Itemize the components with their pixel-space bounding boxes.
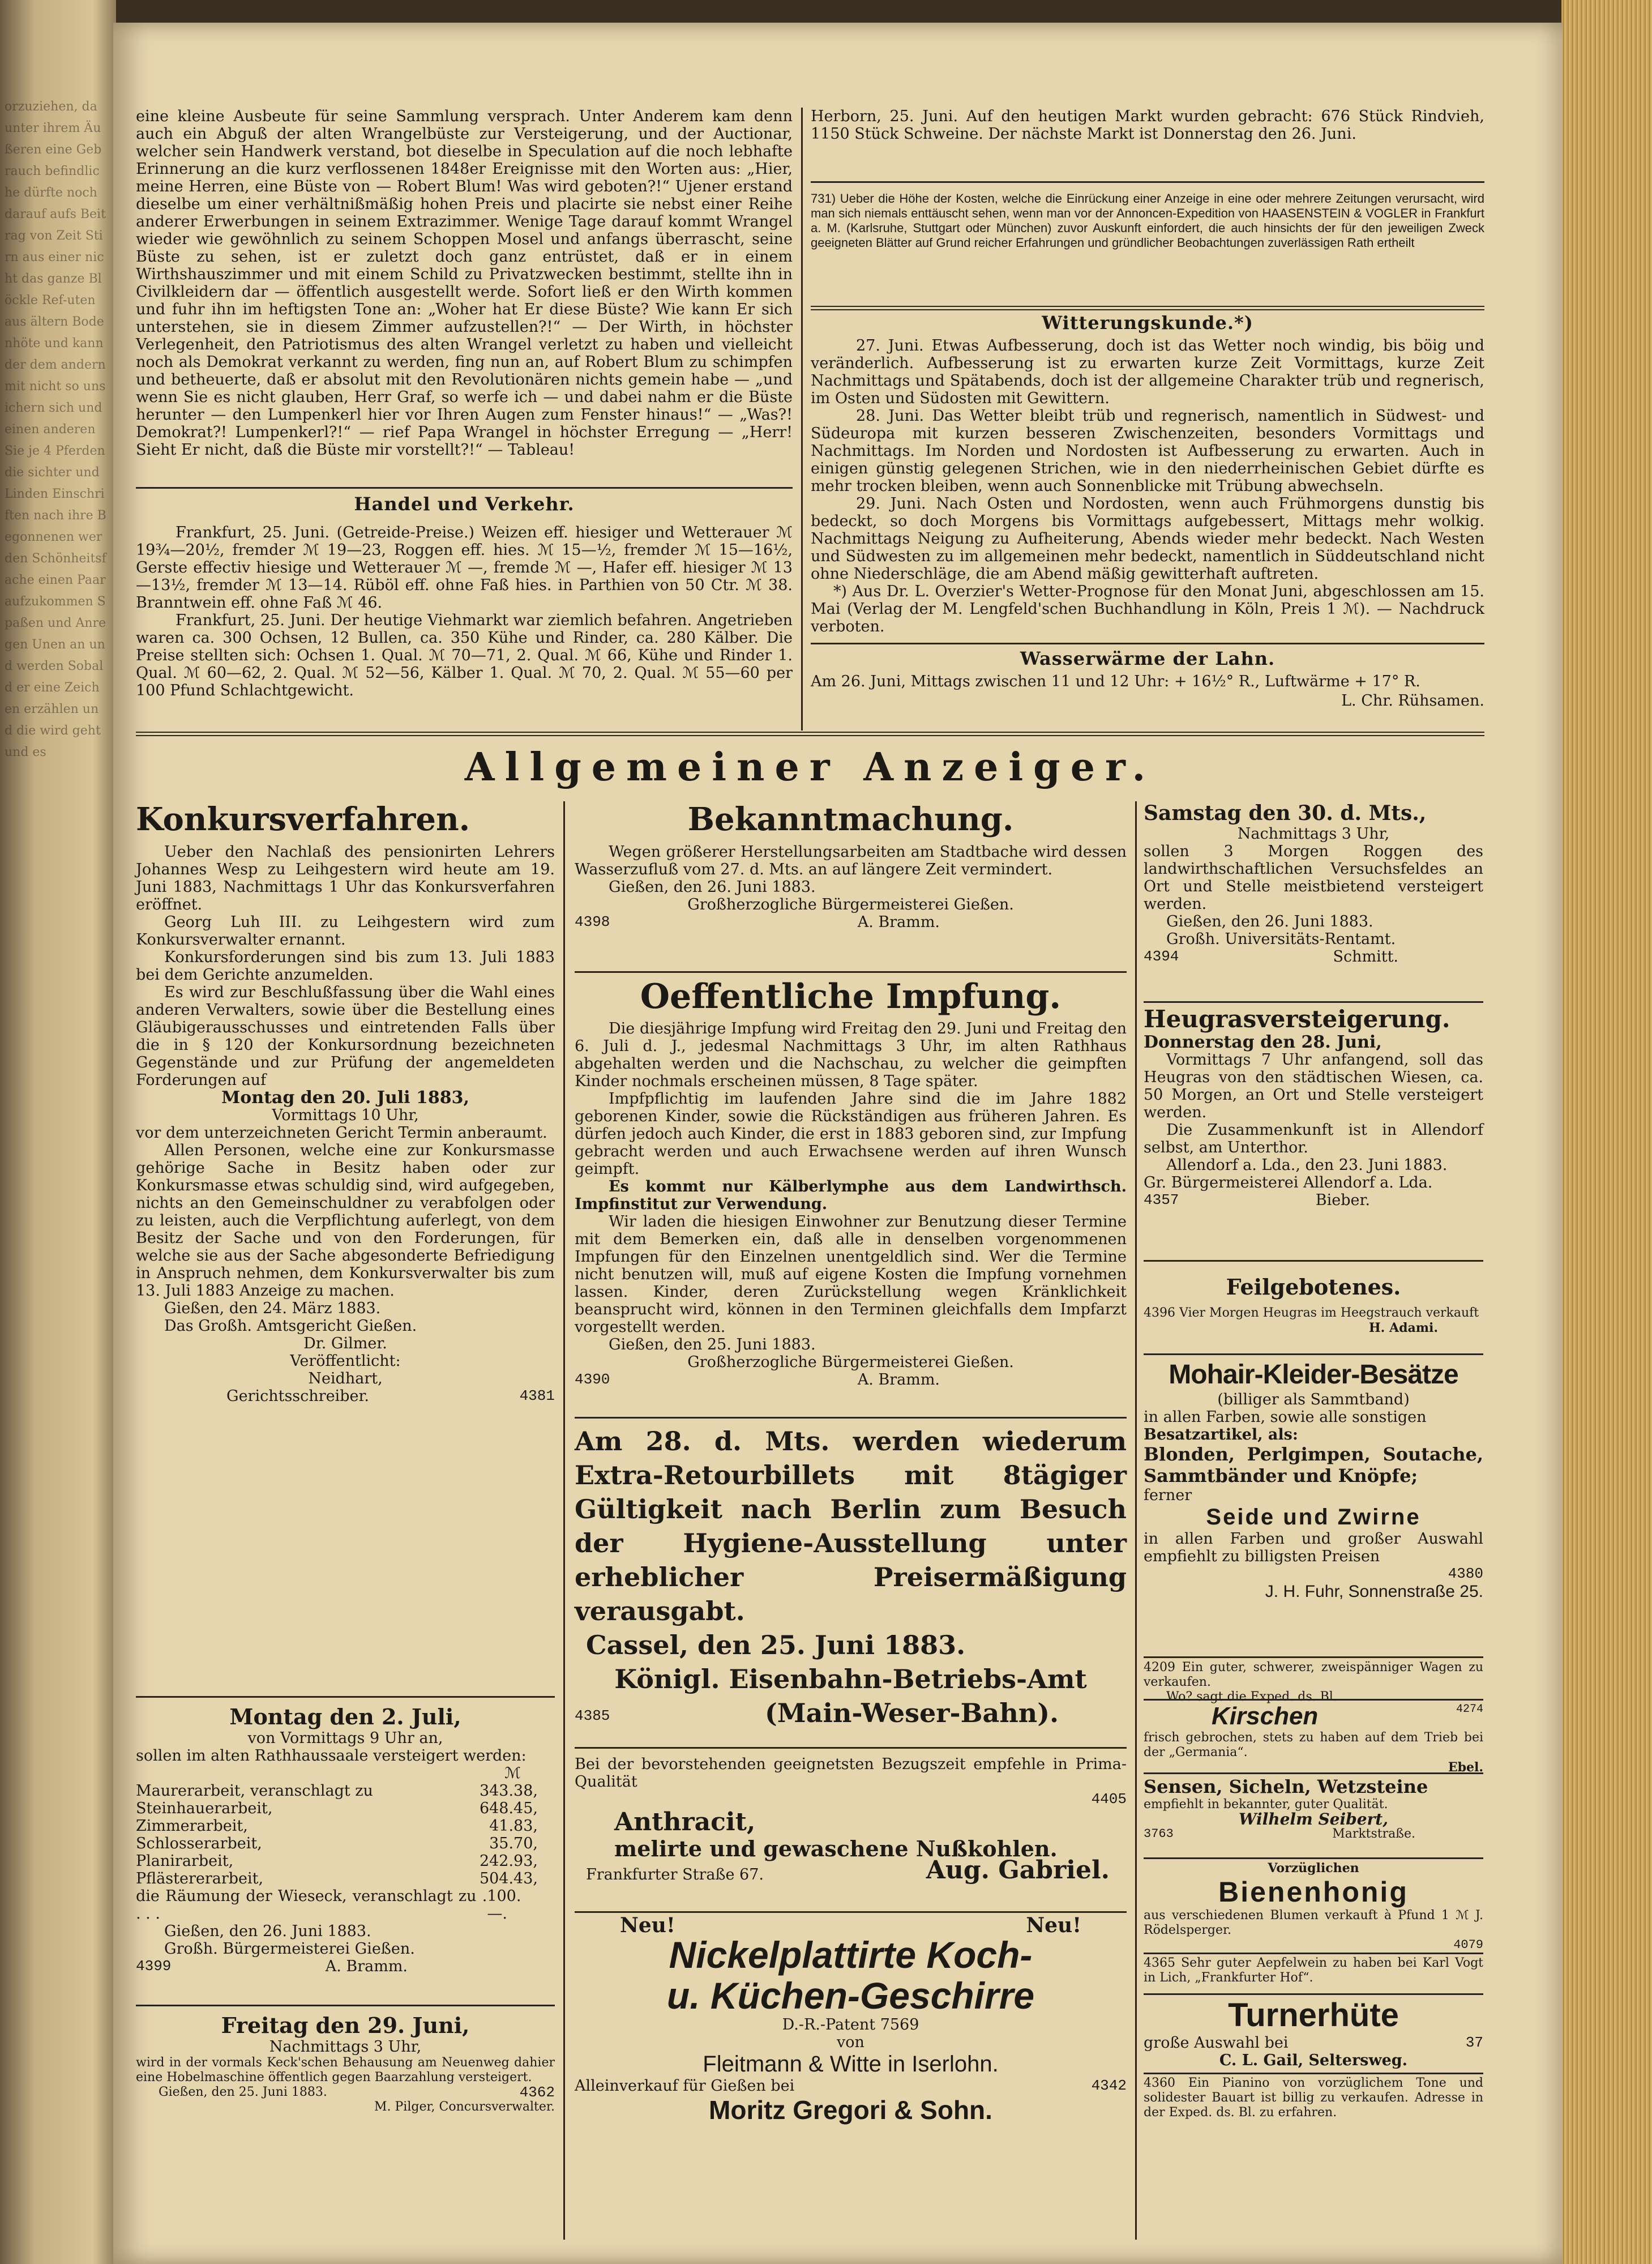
impf-place: Gießen, den 25. Juni 1883.	[609, 1336, 816, 1353]
forecast-28: 28. Juni. Das Wetter bleibt trüb und regnerisch, namentlich in Südwest- und Südeuropa mit kurzen besseren Zwischenzeiten, besonders Vormittags und Nachmittags. Im Norden und Nordosten ist Aufbesserung zu erwarten. Auch in einigen günstig gelegenen Strichen, wie in den niederrheinischen Gebiet dürfte es mehr trocken bleiben, wenn auch Sonnenblicke mit Trübung abwechseln.	[811, 407, 1484, 495]
col1	[136, 801, 555, 1405]
montag-number: 4399	[136, 1958, 172, 1975]
anzeiger-title: Allgemeiner Anzeiger.	[464, 745, 1156, 790]
turner-row	[1144, 2034, 1483, 2052]
montag-sub: von Vormittags 9 Uhr an,	[247, 1729, 443, 1747]
mohair-advert	[1144, 1359, 1483, 1600]
sens-title: Sensen, Sicheln, Wetzsteine	[1144, 1776, 1428, 1797]
impf-number: 4390	[575, 1371, 610, 1388]
mohair-shop: J. H. Fuhr, Sonnenstraße 25.	[1265, 1582, 1483, 1601]
rail-footer	[575, 1696, 1127, 1730]
coal-address: Frankfurter Straße 67.	[586, 1866, 764, 1883]
nickel-number: 4342	[1091, 2077, 1127, 2094]
grain-prices: Frankfurt, 25. Juni. (Getreide-Preise.) Weizen eff. hiesiger und Wetterauer ℳ 19¾—20½, fremder ℳ 19—23, Roggen eff. hies. ℳ 15—½, fremder ℳ 15—16½, Gerste effectiv hiesige und Wetterauer ℳ —, fremde ℳ —, Hafer eff. hiesiger ℳ 13—13½, fremder ℳ 13—14. Rüböl eff. ohne Faß hies. in Parthien von 50 Ctr. ℳ 38. Branntwein eff. ohne Faß ℳ 46.	[136, 524, 793, 612]
konkurs-court: Das Großh. Amtsgericht Gießen.	[164, 1317, 417, 1335]
mohair-title: Mohair-Kleider-Besätze	[1169, 1360, 1458, 1390]
montag-item-row	[136, 1800, 555, 1817]
konkurs-footer	[136, 1387, 555, 1405]
rule	[575, 1417, 1127, 1419]
sams-place: Gießen, den 26. Juni 1883.	[1166, 913, 1373, 930]
herborn-market: Herborn, 25. Juni. Auf den heutigen Markt wurden gebracht: 676 Stück Rindvieh, 1150 Stück Schweine. Der nächste Markt ist Donnerstag den 26. Juni.	[811, 108, 1484, 143]
montag-item-label: Schlosserarbeit,	[136, 1835, 262, 1852]
coal-nusskohlen: melirte und gewaschene Nußkohlen.	[614, 1836, 1058, 1861]
freitag-line	[136, 2085, 555, 2100]
nickel-von: von	[837, 2034, 864, 2051]
currency-mark: ℳ	[504, 1765, 521, 1782]
weather-forecast	[811, 337, 1484, 635]
impf-p2: Impfpflichtig im laufenden Jahre sind die im Jahre 1882 geborenen Kinder, sowie die Rückständigen aus früheren Jahren. Es dürfen jedoch auch Kinder, die erst in 1883 geboren sind, zur Impfung gebracht werden und auch Erwachsene werden auf ihren Wunsch geimpft.	[575, 1090, 1127, 1178]
page-stack-edge	[1561, 0, 1652, 2264]
impf-office: Großherzogliche Bürgermeisterei Gießen.	[687, 1353, 1014, 1371]
montag-item-label: Zimmerarbeit,	[136, 1817, 248, 1835]
rule	[1144, 1699, 1483, 1701]
rail-number: 4385	[575, 1707, 610, 1724]
column-divider	[1135, 801, 1137, 2240]
turner-shop: C. L. Gail, Seltersweg.	[1219, 2052, 1408, 2069]
heu-text: Vormittags 7 Uhr anfangend, soll das Heugras von den städtischen Wiesen, ca. 50 Morgen, an Ort und Stelle versteigert werden.	[1144, 1051, 1483, 1121]
mohair-line-2: Besatzartikel, als:	[1144, 1426, 1298, 1443]
mohair-line-3: Blonden, Perlgimpen, Soutache, Sammtbänder und Knöpfe;	[1144, 1443, 1483, 1486]
mohair-line-4: ferner	[1144, 1486, 1192, 1504]
nickel-line-2: u. Küchen-Geschirre	[666, 1975, 1035, 2017]
rail-text: Am 28. d. Mts. werden wiederum Extra-Retourbillets mit 8tägiger Gültigkeit nach Berlin zum Besuch der Hygiene-Ausstellung unter erheblicher Preisermäßigung verausgabt.	[575, 1426, 1127, 1626]
rule	[575, 1911, 1127, 1913]
montag-item-row	[136, 1835, 555, 1852]
heu-footer	[1144, 1191, 1483, 1209]
samstag-auction	[1144, 801, 1483, 966]
rail-place: Cassel, den 25. Juni 1883.	[586, 1630, 966, 1660]
heu-number: 4357	[1144, 1191, 1179, 1208]
wasser-title: Wasserwärme der Lahn.	[1020, 648, 1276, 669]
feil-text: 4396 Vier Morgen Heugras im Heegstrauch verkauft	[1144, 1306, 1479, 1320]
nickel-neu-right: Neu!	[1026, 1913, 1081, 1937]
heu-title: Heugrasversteigerung.	[1144, 1005, 1450, 1033]
honig-title: Bienenhonig	[1218, 1876, 1409, 1908]
rule	[1144, 1772, 1483, 1774]
witterung-title: Witterungskunde.*)	[1042, 312, 1253, 334]
freitag-number: 4362	[519, 2084, 555, 2101]
rule	[136, 2005, 555, 2006]
freitag-time: Nachmittags 3 Uhr,	[269, 2038, 422, 2056]
handel-title: Handel und Verkehr.	[354, 493, 575, 515]
sens-name: Wilhelm Seibert,	[1239, 1810, 1388, 1829]
rule	[1144, 1953, 1483, 1954]
mohair-line-5: Seide und Zwirne	[1206, 1505, 1421, 1530]
rule	[1144, 1001, 1483, 1003]
wrangel-anecdote	[136, 108, 793, 459]
nickel-shop: Moritz Gregori & Sohn.	[709, 2095, 992, 2125]
impfung	[575, 977, 1127, 1389]
handel-text	[136, 524, 793, 699]
rule	[136, 487, 793, 489]
montag-item-value: 648.45,	[479, 1800, 538, 1817]
montag-signature: A. Bramm.	[325, 1958, 408, 1975]
pianino-advert: 4360 Ein Pianino von vorzüglichem Tone und solidester Bauart ist billig zu verkaufen. Adresse in der Exped. ds. Bl. zu erfahren.	[1144, 2076, 1483, 2120]
mohair-line-6: in allen Farben und großer Auswahl empfiehlt zu billigsten Preisen	[1144, 1530, 1483, 1565]
column-divider	[801, 108, 803, 731]
left-page-fragments: orzuziehen, da unter ihrem Äußeren eine Gebrauch befindliche dürfte noch darauf aufs Beitrag von Zeit Stirn aus einer nicht das ganze Blöckle Ref-uten aus ältern Bodenhöte und kann der dem andern mit nicht so unsichern sich und einen anderen Sie je 4 Pferden die sichter und Linden Einschriften nach ihre Begonnenen werden Schönheitsfache einen Paar aufzukommen Spaßen und Anregen Unen an und werden Sobald er eine Zeichen erzählen und die wird geht und es	[5, 100, 110, 759]
sens-address: Marktstraße.	[1332, 1827, 1415, 1841]
rule	[1144, 2073, 1483, 2074]
wagen-text: 4209 Ein guter, schwerer, zweispänniger Wagen zu verkaufen.	[1144, 1660, 1483, 1689]
mohair-line-1: in allen Farben, sowie alle sonstigen	[1144, 1408, 1427, 1426]
turner-text: große Auswahl bei	[1144, 2034, 1289, 2052]
section-rule	[136, 732, 1484, 736]
feilgebotenes	[1144, 1274, 1483, 1335]
left-page-edge	[0, 0, 116, 2264]
mohair-sub: (billiger als Sammtband)	[1217, 1391, 1410, 1408]
heu-text-2: Die Zusammenkunft ist in Allendorf selbst, am Unterthor.	[1144, 1121, 1483, 1156]
turner-title: Turnerhüte	[1228, 1997, 1399, 2034]
sensen-advert	[1144, 1776, 1483, 1842]
heu-office: Gr. Bürgermeisterei Allendorf a. Lda.	[1144, 1174, 1433, 1191]
montag-item-value: 242.93,	[479, 1852, 538, 1870]
nickel-line-1: Nickelplattirte Koch-	[669, 1934, 1033, 1976]
railway-notice	[575, 1424, 1127, 1730]
rule	[136, 1696, 555, 1698]
impf-signature: A. Bramm.	[857, 1371, 940, 1389]
rule	[1144, 1353, 1483, 1355]
forecast-29: 29. Juni. Nach Osten und Nordosten, wenn auch Frühmorgens dunstig bis bedeckt, so doch Morgens bis Vormittags aufgebessert, Mittags mehr wolkig. Nachmittags Neigung zu Aufheiterung, Abends wieder mehr bedeckt. Nach Westen und Südwesten zu im allgemeinen mehr bedeckt, namentlich in Süddeutschland nicht ohne Niederschläge, die am Abend mäßig gewitterhaft auftreten.	[811, 495, 1484, 583]
rule	[811, 181, 1484, 183]
rail-office: Königl. Eisenbahn-Betriebs-Amt	[614, 1664, 1087, 1694]
honig-number: 4079	[1453, 1938, 1483, 1952]
sams-title: Samstag den 30. d. Mts.,	[1144, 801, 1427, 825]
konkurs-clerk: Neidhart,	[308, 1370, 383, 1387]
rule	[811, 643, 1484, 644]
konkurs-p2: Georg Luh III. zu Leihgestern wird zum Konkursverwalter ernannt.	[136, 913, 555, 949]
konkurs-p1: Ueber den Nachlaß des pensionirten Lehrers Johannes Wesp zu Leihgestern wird heute am 19. Juni 1883, Nachmittags 1 Uhr das Konkursverfahren eröffnet.	[136, 843, 555, 913]
impf-p3: Es kommt nur Kälberlymphe aus dem Landwirthsch. Impfinstitut zur Verwendung.	[575, 1178, 1127, 1213]
sens-text: empfiehlt in bekannter, guter Qualität.	[1144, 1797, 1388, 1812]
impf-footer	[575, 1371, 1127, 1389]
cattle-market: Frankfurt, 25. Juni. Der heutige Viehmarkt war ziemlich befahren. Angetrieben waren ca. 300 Ochsen, 12 Bullen, ca. 350 Kühe und Rinder, ca. 280 Kälber. Die Preise stellten sich: Ochsen 1. Qual. ℳ 70—71, 2. Qual. ℳ 66, Kühe und Rinder 1. Qual. ℳ 60—62, 2. Qual. ℳ 52—56, Kälber 1. Qual. ℳ 70, 2. Qual. ℳ 55—60 per 100 Pfund Schlachtgewicht.	[136, 612, 793, 699]
montag-item-value: 100.—.	[487, 1887, 521, 1923]
bek-signature: A. Bramm.	[857, 913, 940, 931]
montag-item-label: Pflästererarbeit,	[136, 1870, 264, 1887]
konkurs-title: Konkursverfahren.	[136, 801, 470, 838]
forecast-footnote: *) Aus Dr. L. Overzier's Wetter-Prognose für den Monat Juni, abgeschlossen am 15. Mai (Verlag der M. Lengfeld'schen Buchhandlung in Köln, Preis 1 ℳ). — Nachdruck verboten.	[811, 583, 1484, 635]
bek-title: Bekanntmachung.	[687, 801, 1014, 838]
kirsch-text: frisch gebrochen, stets zu haben auf dem Trieb bei der „Germania“.	[1144, 1731, 1483, 1759]
konkurs-p3: Konkursforderungen sind bis zum 13. Juli 1883 bei dem Gerichte anzumelden.	[136, 949, 555, 984]
honig-pre: Vorzüglichen	[1268, 1861, 1359, 1876]
sens-number: 3763	[1144, 1827, 1174, 1841]
konkurs-clerk-title: Gerichtsschreiber.	[226, 1387, 369, 1405]
kirsch-head	[1144, 1702, 1483, 1731]
sams-time: Nachmittags 3 Uhr,	[1237, 825, 1390, 843]
montag-item-value: 41.83,	[489, 1817, 538, 1835]
freitag-place: Gießen, den 25. Juni 1883.	[159, 2085, 327, 2099]
haasenstein-notice: 731) Ueber die Höhe der Kosten, welche die Einrückung einer Anzeige in eine oder mehrere Zeitungen verursacht, wird man sich niemals enttäuscht sehen, wenn man vor der Annoncen-Expedition von HAASENSTEIN & VOGLER in Frankfurt a. M. (Karlsruhe, Stuttgart oder München) zuvor Auskunft einfordert, die auch hinsichts der für den jeweiligen Zweck geeigneten Blätter auf Grund reicher Erfahrungen und gründlicher Beobachtungen zuverlässigen Rath ertheilt	[811, 191, 1484, 250]
konkurs-p6: Allen Personen, welche eine zur Konkursmasse gehörige Sache in Besitz haben oder zur Konkursmasse etwas schuldig sind, wird aufgegeben, nichts an den Gemeinschuldner zu verabfolgen oder zu leisten, auch die Verpflichtung auferlegt, von dem Besitz der Sache und von den Forderungen, für welche sie aus der Sache abgesonderte Befriedigung in Anspruch nehmen, dem Konkursverwalter bis zum 13. Juli 1883 Anzeige zu machen.	[136, 1142, 555, 1300]
konkurs-p5: vor dem unterzeichneten Gericht Termin anberaumt.	[136, 1124, 547, 1142]
montag-item-value: 504.43,	[479, 1870, 538, 1887]
kirsch-number: 4274	[1456, 1703, 1483, 1716]
konkurs-pub: Veröffentlicht:	[290, 1352, 401, 1370]
montag-item-label: Planirarbeit,	[136, 1852, 234, 1870]
montag-item-label: Steinhauerarbeit,	[136, 1800, 273, 1817]
sens-footer	[1144, 1827, 1483, 1842]
sams-office: Großh. Universitäts-Rentamt.	[1166, 930, 1396, 948]
coal-anthracit: Anthracit,	[614, 1808, 756, 1836]
rule	[811, 306, 1484, 310]
heu-place: Allendorf a. Lda., den 23. Juni 1883.	[1166, 1156, 1448, 1174]
konkurs-number: 4381	[519, 1387, 555, 1404]
coal-intro: Bei der bevorstehenden geeignetsten Bezugszeit empfehle in Prima-Qualität	[575, 1755, 1127, 1791]
montag-item-label: die Räumung der Wieseck, veranschlagt zu . . . .	[136, 1887, 487, 1923]
wagen-advert	[1144, 1660, 1483, 1705]
konkurs-place: Gießen, den 24. März 1883.	[164, 1300, 381, 1317]
kirsch-signature: Ebel.	[1448, 1760, 1483, 1775]
mohair-number: 4380	[1448, 1565, 1483, 1582]
article-text: eine kleine Ausbeute für seine Sammlung versprach. Unter Anderem kam denn auch ein Abguß der alten Wrangelbüste zur Versteigerung, und der Auctionar, welcher sein Handwerk verstand, bot dieselbe in Speculation auf die noch lebhafte Erinnerung an die kurz verflossenen 1848er Ereignisse mit den Worten aus: „Hier, meine Herren, eine Büste von — Robert Blum! Was wird geboten?!“ Ujener erstand dieselbe um einer verhältnißmäßig hohen Preis und placirte sie nebst einer Reihe anderer Erwerbungen in seinem Extrazimmer. Wenige Tage darauf kommt Wrangel wieder wie gewöhnlich zu seinem Schoppen Mosel und anfangs überrascht, seine Büste zu sehen, ist er zuletzt doch ganz entrüstet, daß er in einem Wirthshauszimmer und mit einem Schild zu Privatzwecken bestimmt, stellte ihn in Civilkleidern dar — öffentlich ausgestellt werde. Sofort ließ er den Wirth kommen und fuhr ihn im heftigsten Tone an: „Woher hat Er diese Büste? Wie kann Er sich unterstehen, sie in diesem Zimmer aufzustellen?!“ — Der Wirth, in höchster Verlegenheit, den Patriotismus des alten Wrangel verletzt zu haben und vielleicht noch als Demokrat verkannt zu werden, fing nun an, auf Robert Blum zu schimpfen und betheuerte, daß er absolut mit den Revolutionären nichts gemein habe — „und wenn Sie es nicht glauben, Herr Graf, so werfe ich — und dabei nahm er die Büste herunter — den Lumpenkerl hier vor Ihren Augen zum Fenster hinaus!“ — „Was?! Demokrat?! Lumpenkerl?!“ — rief Papa Wrangel in höchster Erregung — „Herr! Sieht Er nicht, daß die Büste mir vorstellt?!“ — Tableau!	[136, 108, 793, 459]
montag-item-value: 343.38,	[479, 1782, 538, 1800]
freitag-title: Freitag den 29. Juni,	[221, 2013, 470, 2038]
forecast-27: 27. Juni. Etwas Aufbesserung, doch ist das Wetter noch windig, bis böig und veränderlich. Aufbesserung ist zu erwarten kurze Zeit Vormittags, kurze Zeit Nachmittags und Spätabends, doch ist der allgemeine Charakter trüb und regnerisch, im Osten und Südosten mit Gewittern.	[811, 337, 1484, 407]
kirsch-title: Kirschen	[1212, 1702, 1319, 1730]
montag-item-row	[136, 1782, 555, 1800]
nickel-allein-row	[575, 2077, 1127, 2095]
montag-item-value: 35.70,	[489, 1835, 538, 1852]
freitag-auction	[136, 2013, 555, 2115]
heu-date: Donnerstag den 28. Juni,	[1144, 1032, 1382, 1052]
montag-item-row	[136, 1852, 555, 1870]
montag-item-row	[136, 1817, 555, 1835]
feil-signature: H. Adami.	[1368, 1321, 1438, 1335]
freitag-signature: M. Pilger, Concursverwalter.	[374, 2100, 555, 2114]
nickel-neu-row	[575, 1913, 1127, 1937]
montag-office: Großh. Bürgermeisterei Gießen.	[164, 1940, 415, 1958]
bek-place: Gießen, den 26. Juni 1883.	[609, 878, 816, 896]
nickel-patent: D.-R.-Patent 7569	[782, 2016, 919, 2034]
montag-title: Montag den 2. Juli,	[229, 1704, 461, 1729]
konkurs-time: Vormittags 10 Uhr,	[272, 1107, 419, 1124]
wagen-question: Wo? sagt die Exped. ds. Bl.	[1166, 1690, 1337, 1704]
coal-advert	[575, 1755, 1127, 1883]
impf-title: Oeffentliche Impfung.	[640, 977, 1062, 1016]
rule	[1144, 1993, 1483, 1995]
wasser-text: Am 26. Juni, Mittags zwischen 11 und 12 Uhr: + 16½° R., Luftwärme + 17° R.	[811, 673, 1420, 690]
bek-office: Großherzogliche Bürgermeisterei Gießen.	[687, 896, 1014, 913]
coal-merchant: Aug. Gabriel.	[926, 1856, 1110, 1885]
bek-text: Wegen größerer Herstellungsarbeiten am Stadtbache wird dessen Wasserzufluß vom 27. d. Mts. an auf längere Zeit vermindert.	[575, 843, 1127, 878]
montag-intro: sollen im alten Rathhaussaale versteigert werden:	[136, 1747, 527, 1765]
impf-p4: Wir laden die hiesigen Einwohner zur Benutzung dieser Termine mit dem Bemerken ein, daß alle in denselben vorgenommenen Impfungen für den Einzelnen unentgeldlich sind. Wer die Termine nicht benutzen will, muß auf eigene Kosten die Impfung vornehmen lassen. Kinder, deren Zurückstellung wegen Kränklichkeit beansprucht wird, können in den Terminen gleichfalls dem Impfarzt vorgestellt werden.	[575, 1213, 1127, 1336]
sams-signature: Schmitt.	[1333, 948, 1398, 966]
konkurs-date: Montag den 20. Juli 1883,	[221, 1088, 469, 1108]
montag-item-label: Maurerarbeit, veranschlagt zu	[136, 1782, 373, 1800]
nickel-allein: Alleinverkauf für Gießen bei	[575, 2077, 795, 2095]
nickel-neu-left: Neu!	[620, 1913, 675, 1937]
column-divider	[563, 801, 565, 2240]
kirschen-advert	[1144, 1702, 1483, 1775]
sams-footer	[1144, 948, 1483, 966]
rule	[1144, 1857, 1483, 1859]
nickel-advert	[575, 1913, 1127, 2125]
konkurs-p4: Es wird zur Beschlußfassung über die Wahl eines anderen Verwalters, sowie über die Bestellung eines Gläubigerausschusses und eintretenden Falls über die in § 120 der Konkursordnung bezeichneten Gegenstände und zur Prüfung der angemeldeten Forderungen auf	[136, 984, 555, 1089]
coal-number: 4405	[1091, 1791, 1127, 1808]
freitag-text: wird in der vormals Keck'schen Behausung am Neuenweg dahier eine Hobelmaschine öffentlich gegen Baarzahlung versteigert.	[136, 2056, 555, 2084]
turnerhuete-advert	[1144, 1997, 1483, 2069]
montag-footer	[136, 1958, 555, 1975]
honig-advert	[1144, 1861, 1483, 1953]
sams-number: 4394	[1144, 948, 1179, 965]
coal-footer	[575, 1856, 1127, 1885]
rule	[1144, 1656, 1483, 1658]
montag-item-row	[136, 1870, 555, 1887]
rule	[575, 1747, 1127, 1749]
newspaper-page	[113, 23, 1563, 2264]
nickel-maker: Fleitmann & Witte in Iserlohn.	[703, 2052, 999, 2077]
heu-signature: Bieber.	[1315, 1191, 1370, 1209]
feil-title: Feilgebotenes.	[1226, 1274, 1401, 1300]
montag-auction	[136, 1705, 555, 1975]
rail-office-2: (Main-Weser-Bahn).	[764, 1698, 1059, 1728]
rule	[1144, 1260, 1483, 1262]
bek-footer	[575, 913, 1127, 931]
rule	[575, 971, 1127, 973]
heugras	[1144, 1005, 1483, 1209]
impf-p1: Die diesjährige Impfung wird Freitag den 29. Juni und Freitag den 6. Juli d. J., jedesmal Nachmittags 3 Uhr, im alten Rathhaus abgehalten werden und die Nachschau, zu welcher die geimpften Kinder nochmals erscheinen müssen, 8 Tage später.	[575, 1020, 1127, 1090]
bek-number: 4398	[575, 913, 610, 930]
montag-items	[136, 1782, 555, 1923]
turner-number: 37	[1465, 2034, 1483, 2051]
konkurs-judge: Dr. Gilmer.	[303, 1335, 387, 1352]
apfelwein-advert: 4365 Sehr guter Aepfelwein zu haben bei Karl Vogt in Lich, „Frankfurter Hof“.	[1144, 1956, 1483, 1985]
bekanntmachung	[575, 801, 1127, 931]
montag-item-row	[136, 1887, 555, 1923]
sams-text: sollen 3 Morgen Roggen des landwirthschaftlichen Versuchsfeldes an Ort und Stelle meistbietend versteigert werden.	[1144, 843, 1483, 913]
wasser-signature: L. Chr. Rühsamen.	[1341, 692, 1484, 710]
montag-place: Gießen, den 26. Juni 1883.	[164, 1923, 371, 1940]
honig-text: aus verschiedenen Blumen verkauft à Pfund 1 ℳ J. Rödelsperger.	[1144, 1908, 1483, 1937]
